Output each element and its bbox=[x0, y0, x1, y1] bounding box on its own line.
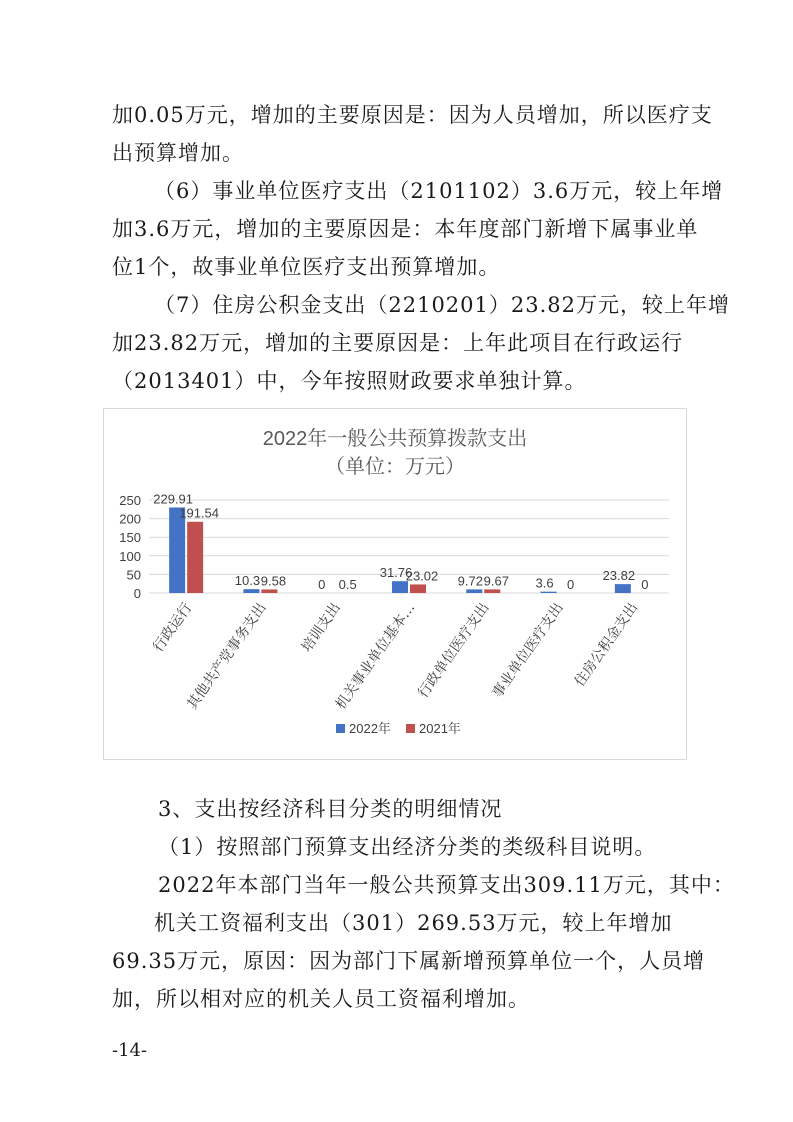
text-line: （2013401）中，今年按照财政要求单独计算。 bbox=[112, 369, 587, 393]
text-line: 加3.6万元，增加的主要原因是：本年度部门新增下属事业单 bbox=[112, 217, 699, 241]
data-label: 0 bbox=[566, 577, 575, 592]
x-category-label: 行政运行 bbox=[150, 600, 196, 656]
data-label: 23.02 bbox=[405, 568, 439, 584]
paragraph-salary-welfare bbox=[112, 904, 705, 1018]
y-tick-label: 0 bbox=[133, 586, 141, 601]
legend-entry: 2021年 bbox=[419, 721, 461, 736]
data-label: 23.82 bbox=[602, 568, 636, 584]
data-label: 191.54 bbox=[179, 505, 220, 521]
data-label: 3.6 bbox=[535, 575, 554, 591]
page-number: -14- bbox=[112, 1040, 148, 1061]
y-tick-label: 100 bbox=[119, 548, 141, 564]
chart-svg bbox=[104, 409, 686, 759]
paragraph-category-explanation bbox=[158, 828, 656, 866]
bar-2021 bbox=[261, 589, 277, 593]
data-label: 0 bbox=[318, 577, 326, 592]
y-tick-label: 250 bbox=[119, 493, 141, 508]
paragraph-total-expenditure bbox=[158, 866, 735, 904]
bar-2022 bbox=[466, 589, 482, 593]
paragraph-medical-continued bbox=[112, 96, 713, 172]
text-line: 69.35万元，原因：因为部门下属新增预算单位一个，人员增 bbox=[112, 949, 706, 973]
data-label: 9.72 bbox=[457, 573, 483, 589]
text-line: 出预算增加。 bbox=[112, 141, 244, 165]
text-line: 位1个，故事业单位医疗支出预算增加。 bbox=[112, 255, 501, 279]
data-label: 0 bbox=[641, 577, 649, 592]
text-line: 2022年本部门当年一般公共预算支出309.11万元，其中： bbox=[158, 873, 735, 897]
data-label: 9.67 bbox=[483, 573, 509, 589]
paragraph-public-institution-medical bbox=[112, 172, 723, 286]
bar-2021 bbox=[410, 584, 426, 593]
x-category-label: 行政单位医疗支出 bbox=[415, 600, 493, 702]
x-category-label: 住房公积金支出 bbox=[571, 600, 642, 690]
bar-2022 bbox=[541, 592, 557, 593]
legend-swatch bbox=[336, 724, 345, 733]
bar-chart bbox=[103, 408, 687, 760]
bar-2021 bbox=[484, 589, 500, 593]
text-line: （1）按照部门预算支出经济分类的类级科目说明。 bbox=[158, 835, 657, 859]
text-line: 加0.05万元，增加的主要原因是：因为人员增加，所以医疗支 bbox=[112, 103, 713, 127]
y-tick-label: 50 bbox=[126, 567, 141, 583]
text-line: 加，所以相对应的机关人员工资福利增加。 bbox=[112, 987, 530, 1011]
x-category-label: 机关事业单位基本… bbox=[332, 600, 419, 713]
text-line: （6）事业单位医疗支出（2101102）3.6万元，较上年增 bbox=[154, 179, 724, 203]
text-line: 机关工资福利支出（301）269.53万元，较上年增加 bbox=[154, 911, 673, 935]
data-label: 229.91 bbox=[153, 491, 194, 507]
bar-2021 bbox=[187, 522, 203, 593]
text-line: 加23.82万元，增加的主要原因是：上年此项目在行政运行 bbox=[112, 331, 684, 355]
legend-entry: 2022年 bbox=[349, 721, 391, 736]
y-tick-label: 200 bbox=[119, 511, 141, 527]
section-heading-economic-classification bbox=[158, 790, 502, 828]
data-label: 0.5 bbox=[338, 576, 357, 592]
data-label: 10.3 bbox=[234, 573, 261, 589]
x-category-label: 事业单位医疗支出 bbox=[489, 600, 567, 702]
x-category-label: 其他共产党事务支出 bbox=[184, 600, 270, 713]
bar-2022 bbox=[615, 584, 631, 593]
text-line: （7）住房公积金支出（2210201）23.82万元，较上年增 bbox=[154, 293, 731, 317]
x-category-label: 培训支出 bbox=[298, 600, 344, 656]
bar-2022 bbox=[243, 589, 259, 593]
chart-title: 2022年一般公共预算拨款支出 bbox=[262, 428, 528, 450]
data-label: 9.58 bbox=[260, 573, 287, 589]
data-label: 31.76 bbox=[379, 565, 413, 581]
paragraph-housing-fund bbox=[112, 286, 730, 400]
text-line: 3、支出按经济科目分类的明细情况 bbox=[158, 797, 503, 821]
chart-subtitle: （单位：万元） bbox=[325, 456, 465, 478]
y-tick-label: 150 bbox=[119, 530, 141, 546]
legend-swatch bbox=[406, 724, 415, 733]
